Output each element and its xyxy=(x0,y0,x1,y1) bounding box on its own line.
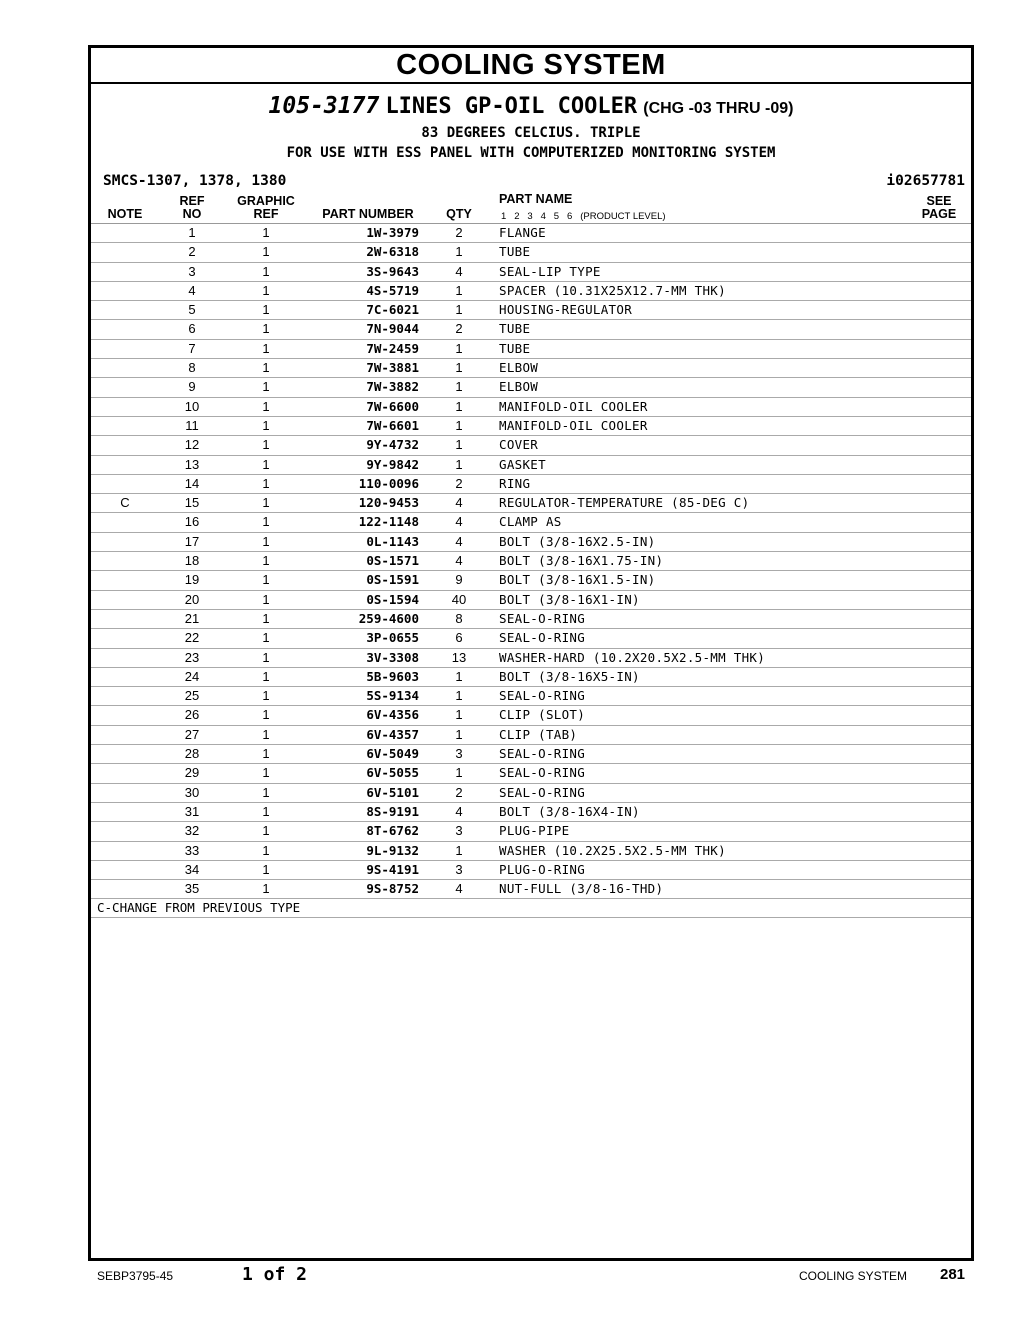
table-row xyxy=(91,822,971,841)
cell-ref-no: 18 xyxy=(184,553,200,569)
cell-part-name: TUBE xyxy=(499,321,531,337)
cell-ref-no: 32 xyxy=(184,823,200,839)
cell-qty: 4 xyxy=(455,803,463,819)
cell-part-number: 9Y-4732 xyxy=(366,437,419,453)
cell-part-name: ELBOW xyxy=(499,360,539,376)
cell-qty: 3 xyxy=(455,746,463,762)
cell-qty: 1 xyxy=(455,398,463,414)
cell-ref-no: 10 xyxy=(184,398,200,414)
cell-ref-no: 22 xyxy=(184,630,200,646)
cell-ref-no: 28 xyxy=(184,746,200,762)
cell-part-number: 3V-3308 xyxy=(366,649,419,665)
cell-qty: 2 xyxy=(455,784,463,800)
cell-graphic-ref: 1 xyxy=(262,688,270,704)
cell-ref-no: 21 xyxy=(184,610,200,626)
table-row xyxy=(91,378,971,397)
cell-graphic-ref: 1 xyxy=(262,823,270,839)
cell-graphic-ref: 1 xyxy=(262,591,270,607)
column-note: NOTE xyxy=(107,207,143,221)
cell-ref-no: 7 xyxy=(188,340,196,356)
table-header xyxy=(91,193,971,224)
cell-qty: 1 xyxy=(455,668,463,684)
cell-ref-no: 27 xyxy=(184,726,200,742)
table-row xyxy=(91,706,971,725)
cell-ref-no: 25 xyxy=(184,688,200,704)
table-row xyxy=(91,649,971,668)
table-row xyxy=(91,552,971,571)
footer-section: COOLING SYSTEM xyxy=(799,1269,908,1283)
cell-graphic-ref: 1 xyxy=(262,630,270,646)
cell-part-name: SEAL-O-RING xyxy=(499,765,586,781)
cell-qty: 4 xyxy=(455,553,463,569)
column-part-name: PART NAME xyxy=(499,192,573,206)
table-row xyxy=(91,591,971,610)
cell-qty: 2 xyxy=(455,225,463,240)
cell-part-number: 7N-9044 xyxy=(366,321,419,337)
table-row xyxy=(91,243,971,262)
cell-part-name: RING xyxy=(499,475,531,491)
cell-ref-no: 5 xyxy=(188,302,196,318)
table-row xyxy=(91,301,971,320)
table-row xyxy=(91,687,971,706)
cell-qty: 1 xyxy=(455,456,463,472)
cell-qty: 1 xyxy=(455,379,463,395)
table-row xyxy=(91,764,971,783)
group-description-line-2: FOR USE WITH ESS PANEL WITH COMPUTERIZED MONITORING SYSTEM xyxy=(286,145,776,161)
cell-graphic-ref: 1 xyxy=(262,456,270,472)
cell-qty: 13 xyxy=(451,649,467,665)
table-row xyxy=(91,224,971,243)
cell-part-number: 2W-6318 xyxy=(366,244,419,260)
cell-qty: 1 xyxy=(455,726,463,742)
cell-part-number: 120-9453 xyxy=(358,495,419,511)
cell-qty: 1 xyxy=(455,282,463,298)
cell-graphic-ref: 1 xyxy=(262,765,270,781)
cell-part-name: BOLT (3/8-16X1.5-IN) xyxy=(499,572,656,588)
cell-qty: 8 xyxy=(455,610,463,626)
cell-part-number: 122-1148 xyxy=(358,514,419,530)
cell-part-name: BOLT (3/8-16X2.5-IN) xyxy=(499,533,656,549)
table-row xyxy=(91,475,971,494)
cell-part-name: SEAL-O-RING xyxy=(499,610,586,626)
cell-qty: 1 xyxy=(455,688,463,704)
cell-qty: 40 xyxy=(451,591,467,607)
cell-qty: 3 xyxy=(455,823,463,839)
cell-graphic-ref: 1 xyxy=(262,263,270,279)
cell-qty: 4 xyxy=(455,533,463,549)
cell-part-number: 3P-0655 xyxy=(366,630,419,646)
table-row xyxy=(91,398,971,417)
cell-ref-no: 19 xyxy=(184,572,200,588)
cell-graphic-ref: 1 xyxy=(262,340,270,356)
cell-graphic-ref: 1 xyxy=(262,533,270,549)
cell-part-number: 6V-4356 xyxy=(366,707,419,723)
cell-part-name: BOLT (3/8-16X1-IN) xyxy=(499,591,640,607)
cell-ref-no: 8 xyxy=(188,360,196,376)
column-graphic-top: GRAPHIC xyxy=(237,194,295,208)
cell-part-number: 8T-6762 xyxy=(366,823,419,839)
smcs-row xyxy=(91,169,971,193)
cell-part-number: 9S-8752 xyxy=(366,881,419,897)
cell-part-number: 5S-9134 xyxy=(366,688,419,704)
cell-graphic-ref: 1 xyxy=(262,572,270,588)
table-row xyxy=(91,784,971,803)
cell-part-number: 0L-1143 xyxy=(366,533,419,549)
group-title-line xyxy=(91,92,971,123)
cell-ref-no: 13 xyxy=(184,456,200,472)
cell-part-name: GASKET xyxy=(499,456,546,472)
cell-graphic-ref: 1 xyxy=(262,398,270,414)
footer-page-of: 1 of 2 xyxy=(242,1264,308,1285)
cell-graphic-ref: 1 xyxy=(262,668,270,684)
cell-ref-no: 12 xyxy=(184,437,200,453)
cell-graphic-ref: 1 xyxy=(262,842,270,858)
cell-ref-no: 34 xyxy=(184,861,200,877)
cell-part-number: 9Y-9842 xyxy=(366,456,419,472)
cell-graphic-ref: 1 xyxy=(262,610,270,626)
table-row xyxy=(91,417,971,436)
cell-part-name: REGULATOR-TEMPERATURE (85-DEG C) xyxy=(499,495,750,511)
cell-ref-no: 1 xyxy=(188,225,196,240)
cell-ref-no: 31 xyxy=(184,803,200,819)
cell-graphic-ref: 1 xyxy=(262,282,270,298)
cell-ref-no: 3 xyxy=(188,263,196,279)
cell-part-name: SEAL-O-RING xyxy=(499,784,586,800)
cell-qty: 6 xyxy=(455,630,463,646)
cell-ref-no: 29 xyxy=(184,765,200,781)
cell-part-name: PLUG-PIPE xyxy=(499,823,570,839)
cell-graphic-ref: 1 xyxy=(262,321,270,337)
cell-graphic-ref: 1 xyxy=(262,495,270,511)
cell-graphic-ref: 1 xyxy=(262,649,270,665)
cell-ref-no: 4 xyxy=(188,282,196,298)
column-graphic-bottom: REF xyxy=(253,207,279,221)
table-row xyxy=(91,456,971,475)
table-row xyxy=(91,340,971,359)
cell-graphic-ref: 1 xyxy=(262,417,270,433)
cell-ref-no: 20 xyxy=(184,591,200,607)
cell-graphic-ref: 1 xyxy=(262,360,270,376)
table-row xyxy=(91,610,971,629)
cell-ref-no: 2 xyxy=(188,244,196,260)
table-row xyxy=(91,842,971,861)
cell-ref-no: 14 xyxy=(184,475,200,491)
column-part-number: PART NUMBER xyxy=(322,207,414,221)
cell-ref-no: 30 xyxy=(184,784,200,800)
column-see-top: SEE xyxy=(926,194,952,208)
cell-part-name: SEAL-O-RING xyxy=(499,746,586,762)
table-row xyxy=(91,629,971,648)
cell-part-number: 7W-3881 xyxy=(366,360,419,376)
cell-graphic-ref: 1 xyxy=(262,707,270,723)
footnote-row xyxy=(91,899,971,918)
table-row xyxy=(91,668,971,687)
cell-part-name: ELBOW xyxy=(499,379,539,395)
cell-ref-no: 35 xyxy=(184,881,200,897)
cell-part-name: COVER xyxy=(499,437,539,453)
cell-ref-no: 9 xyxy=(188,379,196,395)
group-change-note: (CHG -03 THRU -09) xyxy=(643,100,794,117)
group-description-line-1: 83 DEGREES CELCIUS. TRIPLE xyxy=(421,125,641,141)
cell-part-name: CLIP (TAB) xyxy=(499,726,578,742)
cell-part-name: BOLT (3/8-16X4-IN) xyxy=(499,803,640,819)
cell-graphic-ref: 1 xyxy=(262,746,270,762)
cell-graphic-ref: 1 xyxy=(262,437,270,453)
cell-ref-no: 26 xyxy=(184,707,200,723)
cell-part-number: 259-4600 xyxy=(358,610,419,626)
footer-doc-id: SEBP3795-45 xyxy=(97,1269,174,1283)
parts-page-frame xyxy=(88,45,974,1261)
column-ref-top: REF xyxy=(179,194,205,208)
cell-qty: 2 xyxy=(455,475,463,491)
cell-part-name: SEAL-O-RING xyxy=(499,630,586,646)
table-row xyxy=(91,533,971,552)
cell-qty: 1 xyxy=(455,302,463,318)
table-row xyxy=(91,282,971,301)
cell-part-name: TUBE xyxy=(499,340,531,356)
cell-qty: 1 xyxy=(455,765,463,781)
cell-graphic-ref: 1 xyxy=(262,514,270,530)
cell-part-number: 6V-5101 xyxy=(366,784,419,800)
cell-part-number: 110-0096 xyxy=(358,475,419,491)
cell-ref-no: 15 xyxy=(184,495,200,511)
cell-part-number: 6V-4357 xyxy=(366,726,419,742)
cell-part-name: CLIP (SLOT) xyxy=(499,707,586,723)
cell-graphic-ref: 1 xyxy=(262,244,270,260)
cell-part-number: 6V-5049 xyxy=(366,746,419,762)
cell-ref-no: 24 xyxy=(184,668,200,684)
cell-graphic-ref: 1 xyxy=(262,881,270,897)
cell-qty: 1 xyxy=(455,842,463,858)
table-row xyxy=(91,359,971,378)
cell-graphic-ref: 1 xyxy=(262,803,270,819)
cell-graphic-ref: 1 xyxy=(262,379,270,395)
document-identifier: i02657781 xyxy=(886,173,965,189)
smcs-codes: SMCS-1307, 1378, 1380 xyxy=(103,173,287,189)
table-row xyxy=(91,803,971,822)
cell-ref-no: 16 xyxy=(184,514,200,530)
cell-part-name: HOUSING-REGULATOR xyxy=(499,302,633,318)
table-row xyxy=(91,726,971,745)
cell-graphic-ref: 1 xyxy=(262,861,270,877)
table-row xyxy=(91,571,971,590)
cell-part-number: 7C-6021 xyxy=(366,302,419,318)
cell-part-number: 7W-3882 xyxy=(366,379,419,395)
cell-qty: 1 xyxy=(455,437,463,453)
cell-part-name: WASHER-HARD (10.2X20.5X2.5-MM THK) xyxy=(499,649,766,665)
cell-part-number: 9S-4191 xyxy=(366,861,419,877)
cell-part-name: CLAMP AS xyxy=(499,514,562,530)
column-see-bottom: PAGE xyxy=(921,207,957,221)
cell-part-name: MANIFOLD-OIL COOLER xyxy=(499,398,648,414)
table-row xyxy=(91,436,971,455)
table-row xyxy=(91,880,971,899)
cell-part-name: NUT-FULL (3/8-16-THD) xyxy=(499,881,664,897)
table-row xyxy=(91,745,971,764)
cell-ref-no: 33 xyxy=(184,842,200,858)
cell-part-number: 6V-5055 xyxy=(366,765,419,781)
cell-graphic-ref: 1 xyxy=(262,553,270,569)
table-row xyxy=(91,861,971,880)
column-product-levels: 1 2 3 4 5 6 (PRODUCT LEVEL) xyxy=(501,211,666,222)
cell-part-name: TUBE xyxy=(499,244,531,260)
cell-part-name: SEAL-O-RING xyxy=(499,688,586,704)
cell-part-name: WASHER (10.2X25.5X2.5-MM THK) xyxy=(499,842,726,858)
cell-qty: 4 xyxy=(455,514,463,530)
footnote: C-CHANGE FROM PREVIOUS TYPE xyxy=(97,900,301,916)
cell-part-number: 9L-9132 xyxy=(366,842,419,858)
cell-part-name: SEAL-LIP TYPE xyxy=(499,263,601,279)
cell-graphic-ref: 1 xyxy=(262,475,270,491)
cell-part-number: 0S-1571 xyxy=(366,553,419,569)
cell-part-number: 4S-5719 xyxy=(366,282,419,298)
cell-part-name: SPACER (10.31X25X12.7-MM THK) xyxy=(499,282,726,298)
cell-qty: 4 xyxy=(455,495,463,511)
group-name: LINES GP-OIL COOLER xyxy=(385,94,638,119)
table-row xyxy=(91,513,971,532)
page-footer xyxy=(0,1264,1020,1288)
cell-ref-no: 17 xyxy=(184,533,200,549)
cell-ref-no: 6 xyxy=(188,321,196,337)
cell-qty: 9 xyxy=(455,572,463,588)
cell-qty: 1 xyxy=(455,707,463,723)
cell-part-number: 8S-9191 xyxy=(366,803,419,819)
cell-qty: 1 xyxy=(455,340,463,356)
cell-part-name: BOLT (3/8-16X5-IN) xyxy=(499,668,640,684)
cell-part-number: 3S-9643 xyxy=(366,263,419,279)
cell-ref-no: 23 xyxy=(184,649,200,665)
cell-part-number: 7W-2459 xyxy=(366,340,419,356)
cell-qty: 3 xyxy=(455,861,463,877)
cell-qty: 1 xyxy=(455,360,463,376)
table-row xyxy=(91,263,971,282)
cell-qty: 4 xyxy=(455,263,463,279)
cell-graphic-ref: 1 xyxy=(262,225,270,240)
cell-part-number: 1W-3979 xyxy=(366,225,419,240)
cell-graphic-ref: 1 xyxy=(262,784,270,800)
section-title: COOLING SYSTEM xyxy=(91,48,971,84)
cell-qty: 2 xyxy=(455,321,463,337)
cell-part-number: 0S-1591 xyxy=(366,572,419,588)
group-heading xyxy=(91,84,971,163)
cell-note: C xyxy=(120,495,130,511)
cell-part-name: BOLT (3/8-16X1.75-IN) xyxy=(499,553,664,569)
cell-graphic-ref: 1 xyxy=(262,726,270,742)
cell-part-name: MANIFOLD-OIL COOLER xyxy=(499,417,648,433)
column-qty: QTY xyxy=(446,207,472,221)
cell-ref-no: 11 xyxy=(185,417,199,433)
cell-part-number: 5B-9603 xyxy=(366,668,419,684)
cell-part-number: 7W-6601 xyxy=(366,417,419,433)
table-row xyxy=(91,494,971,513)
column-ref-bottom: NO xyxy=(182,207,202,221)
group-number: 105-3177 xyxy=(268,93,380,119)
parts-list xyxy=(91,224,971,899)
cell-graphic-ref: 1 xyxy=(262,302,270,318)
cell-part-name: FLANGE xyxy=(499,225,546,240)
cell-qty: 1 xyxy=(455,244,463,260)
cell-part-number: 0S-1594 xyxy=(366,591,419,607)
cell-qty: 4 xyxy=(455,881,463,897)
table-row xyxy=(91,320,971,339)
cell-part-number: 7W-6600 xyxy=(366,398,419,414)
cell-part-name: PLUG-O-RING xyxy=(499,861,586,877)
cell-qty: 1 xyxy=(455,417,463,433)
footer-page-number: 281 xyxy=(940,1266,966,1283)
